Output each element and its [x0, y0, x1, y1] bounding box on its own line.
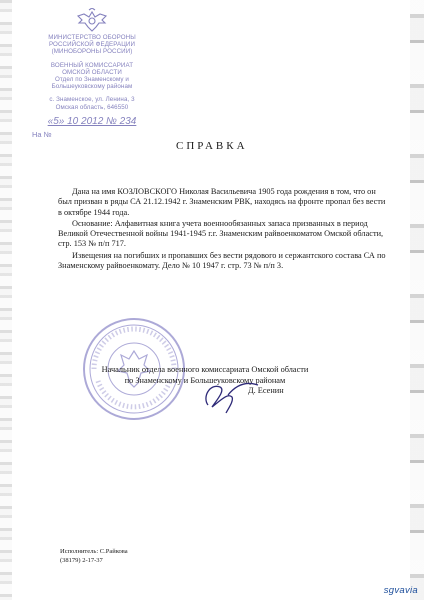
body-paragraph-1: Дана на имя КОЗЛОВСКОГО Николая Васильевича 1905 года рождения в том, что он был призван в ряды СА 21.12.1942 г. Знаменским РВК, находясь на фронте пропал без вести в октябре 1944 года. [58, 187, 386, 217]
scan-edge-left [0, 0, 12, 600]
executor-name: Исполнитель: С.Райкова [60, 548, 128, 555]
body-paragraph-2: Основание: Алфавитная книга учета военнообязанных запаса призванных в период Великой Отечественной войны 1941-1945 г.г. Знаменским райвоенкоматом Омской области, стр. 153 № п/п 717. [58, 218, 384, 249]
stamp-reference-number: На № [32, 129, 52, 139]
executor-info [60, 548, 128, 565]
handwritten-signature-icon [198, 375, 262, 417]
executor-phone: (38179) 2-17-37 [60, 556, 103, 564]
document-title: СПРАВКА [176, 140, 248, 152]
document-body [58, 187, 388, 272]
stamp-line-4: ВОЕННЫЙ КОМИССАРИАТ [50, 61, 134, 69]
body-paragraph-3: Извещения на погибших и пропавших без вести рядового и сержантского состава СА по Знаменскому райвоенкомату. Дело № 10 1947 г. стр. 73 № п/п 3. [58, 250, 386, 271]
stamp-address-1: с. Знаменское, ул. Ленина, 3 [49, 96, 135, 104]
watermark: sgvavia [383, 585, 418, 596]
stamp-date: «5» 10 2012 № 234 [47, 115, 137, 127]
signature-title-line-2: по Знаменскому и Большеуковскому районам [124, 375, 286, 385]
stamp-line-7: Большеуковскому районам [51, 83, 133, 91]
stamp-line-6: Отдел по Знаменскому и [55, 76, 129, 84]
stamp-line-3: (МИНОБОРОНЫ РОССИИ) [51, 48, 133, 56]
stamp-address-2: Омская область, 646550 [55, 103, 129, 111]
stamp-line-5: ОМСКОЙ ОБЛАСТИ [62, 68, 122, 76]
header-stamp [32, 8, 152, 139]
signer-name: Д. Есенин [248, 386, 284, 395]
eagle-emblem-icon [74, 8, 110, 34]
scan-edge-right [410, 0, 424, 600]
signature-title-line-1: Начальник отдела военного комиссариата Омской области [101, 365, 309, 374]
stamp-line-2: РОССИЙСКОЙ ФЕДЕРАЦИИ [48, 41, 136, 49]
stamp-line-1: МИНИСТЕРСТВО ОБОРОНЫ [48, 34, 136, 41]
